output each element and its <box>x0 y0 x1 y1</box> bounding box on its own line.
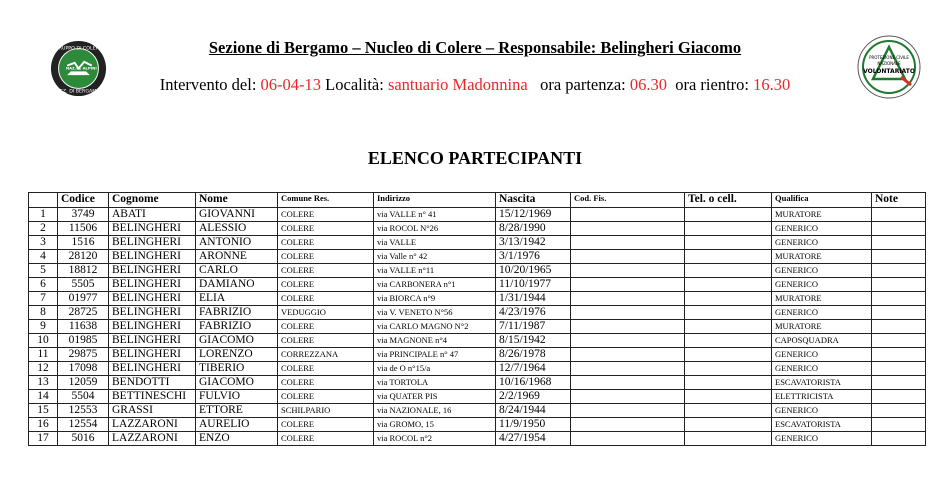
cell-codice: 11638 <box>58 320 109 334</box>
cell-codice: 5504 <box>58 390 109 404</box>
cell-tel <box>685 306 772 320</box>
cell-codice: 12554 <box>58 418 109 432</box>
cell-cognome: BELINGHERI <box>109 334 196 348</box>
cell-codfis <box>571 432 685 446</box>
cell-nome: ANTONIO <box>196 236 278 250</box>
cell-tel <box>685 404 772 418</box>
cell-codfis <box>571 222 685 236</box>
cell-qualifica: GENERICO <box>772 306 872 320</box>
cell-nascita: 10/20/1965 <box>496 264 571 278</box>
rientro-label: ora rientro: <box>666 75 754 94</box>
col-header-note: Note <box>872 193 926 208</box>
localita-value: santuario Madonnina <box>387 75 528 94</box>
participants-table <box>28 192 926 446</box>
cell-codice: 18812 <box>58 264 109 278</box>
cell-nome: LORENZO <box>196 348 278 362</box>
cell-tel <box>685 362 772 376</box>
cell-codice: 1516 <box>58 236 109 250</box>
cell-comune: COLERE <box>278 236 374 250</box>
cell-nome: ELIA <box>196 292 278 306</box>
cell-codfis <box>571 320 685 334</box>
cell-indirizzo: via NAZIONALE, 16 <box>374 404 496 418</box>
cell-nome: GIACOMO <box>196 376 278 390</box>
cell-codfis <box>571 348 685 362</box>
cell-tel <box>685 278 772 292</box>
cell-qualifica: GENERICO <box>772 236 872 250</box>
cell-indirizzo: via MAGNONE n°4 <box>374 334 496 348</box>
cell-cognome: BELINGHERI <box>109 236 196 250</box>
cell-indirizzo: via ROCOL N°26 <box>374 222 496 236</box>
cell-note <box>872 376 926 390</box>
cell-cognome: BELINGHERI <box>109 278 196 292</box>
cell-comune: COLERE <box>278 292 374 306</box>
cell-index: 1 <box>29 208 58 222</box>
cell-note <box>872 334 926 348</box>
table-row <box>29 250 926 264</box>
cell-comune: CORREZZANA <box>278 348 374 362</box>
cell-index: 12 <box>29 362 58 376</box>
intervento-date: 06-04-13 <box>260 75 322 94</box>
cell-codfis <box>571 404 685 418</box>
cell-nome: DAMIANO <box>196 278 278 292</box>
col-header-qualifica: Qualifica <box>772 193 872 208</box>
cell-tel <box>685 236 772 250</box>
cell-indirizzo: via VALLE n°11 <box>374 264 496 278</box>
table-row <box>29 292 926 306</box>
cell-cognome: BENDOTTI <box>109 376 196 390</box>
logo-right-text-top: PROTEZIONE CIVILE <box>869 55 909 60</box>
cell-note <box>872 418 926 432</box>
table-row <box>29 278 926 292</box>
cell-cognome: BETTINESCHI <box>109 390 196 404</box>
cell-comune: COLERE <box>278 334 374 348</box>
list-title: ELENCO PARTECIPANTI <box>367 148 583 168</box>
cell-tel <box>685 292 772 306</box>
cell-codice: 01985 <box>58 334 109 348</box>
cell-note <box>872 250 926 264</box>
cell-codfis <box>571 334 685 348</box>
cell-nome: FULVIO <box>196 390 278 404</box>
cell-indirizzo: via GROMO, 15 <box>374 418 496 432</box>
cell-codfis <box>571 208 685 222</box>
cell-comune: COLERE <box>278 418 374 432</box>
cell-index: 11 <box>29 348 58 362</box>
table-row <box>29 348 926 362</box>
cell-note <box>872 390 926 404</box>
cell-qualifica: MURATORE <box>772 208 872 222</box>
cell-comune: COLERE <box>278 362 374 376</box>
cell-nome: ARONNE <box>196 250 278 264</box>
cell-tel <box>685 320 772 334</box>
cell-codfis <box>571 250 685 264</box>
table-row <box>29 236 926 250</box>
rientro-value: 16.30 <box>753 75 791 94</box>
cell-nome: CARLO <box>196 264 278 278</box>
cell-qualifica: GENERICO <box>772 348 872 362</box>
cell-qualifica: GENERICO <box>772 264 872 278</box>
partenza-label: ora partenza: <box>527 75 630 94</box>
cell-nascita: 1/31/1944 <box>496 292 571 306</box>
cell-tel <box>685 432 772 446</box>
col-header-codfis: Cod. Fis. <box>571 193 685 208</box>
cell-nascita: 10/16/1968 <box>496 376 571 390</box>
cell-index: 15 <box>29 404 58 418</box>
cell-cognome: BELINGHERI <box>109 250 196 264</box>
cell-cognome: LAZZARONI <box>109 418 196 432</box>
col-header-tel: Tel. o cell. <box>685 193 772 208</box>
logo-right-text-mid: NAZIONALE <box>877 61 901 66</box>
cell-nascita: 12/7/1964 <box>496 362 571 376</box>
cell-note <box>872 292 926 306</box>
cell-cognome: BELINGHERI <box>109 292 196 306</box>
table-row <box>29 376 926 390</box>
table-row <box>29 208 926 222</box>
cell-codice: 3749 <box>58 208 109 222</box>
cell-tel <box>685 334 772 348</box>
logo-right-text-bottom: VOLONTARIATO <box>863 68 915 75</box>
table-row <box>29 222 926 236</box>
logo-left-text-bottom: SEZ. DI BERGAMO <box>56 89 101 95</box>
cell-comune: COLERE <box>278 320 374 334</box>
cell-nascita: 11/9/1950 <box>496 418 571 432</box>
cell-codice: 17098 <box>58 362 109 376</box>
cell-codfis <box>571 264 685 278</box>
intervento-line <box>0 75 950 95</box>
cell-nome: ENZO <box>196 432 278 446</box>
cell-qualifica: ESCAVATORISTA <box>772 418 872 432</box>
cell-indirizzo: via V. VENETO N°56 <box>374 306 496 320</box>
cell-nascita: 15/12/1969 <box>496 208 571 222</box>
cell-cognome: BELINGHERI <box>109 320 196 334</box>
cell-indirizzo: via de O n°15/a <box>374 362 496 376</box>
cell-index: 13 <box>29 376 58 390</box>
cell-qualifica: GENERICO <box>772 362 872 376</box>
table-header-row <box>29 193 926 208</box>
cell-index: 9 <box>29 320 58 334</box>
cell-codice: 12059 <box>58 376 109 390</box>
cell-nome: GIOVANNI <box>196 208 278 222</box>
cell-note <box>872 208 926 222</box>
cell-indirizzo: via PRINCIPALE n° 47 <box>374 348 496 362</box>
cell-tel <box>685 418 772 432</box>
cell-tel <box>685 390 772 404</box>
cell-tel <box>685 348 772 362</box>
cell-qualifica: ELETTRICISTA <box>772 390 872 404</box>
cell-codfis <box>571 362 685 376</box>
intervento-label: Intervento del: <box>159 75 261 94</box>
table-row <box>29 404 926 418</box>
table-row <box>29 432 926 446</box>
cell-qualifica: MURATORE <box>772 320 872 334</box>
cell-note <box>872 306 926 320</box>
cell-tel <box>685 250 772 264</box>
section-heading: Sezione di Bergamo – Nucleo di Colere – Responsabile: Belingheri Giacomo <box>208 38 742 57</box>
cell-codfis <box>571 292 685 306</box>
cell-index: 3 <box>29 236 58 250</box>
cell-comune: VEDUGGIO <box>278 306 374 320</box>
cell-codice: 28725 <box>58 306 109 320</box>
cell-nascita: 7/11/1987 <box>496 320 571 334</box>
cell-nascita: 11/10/1977 <box>496 278 571 292</box>
cell-nascita: 3/13/1942 <box>496 236 571 250</box>
cell-note <box>872 404 926 418</box>
cell-codice: 12553 <box>58 404 109 418</box>
cell-note <box>872 320 926 334</box>
table-row <box>29 320 926 334</box>
cell-note <box>872 236 926 250</box>
cell-nascita: 4/27/1954 <box>496 432 571 446</box>
cell-note <box>872 222 926 236</box>
cell-nascita: 3/1/1976 <box>496 250 571 264</box>
cell-codice: 28120 <box>58 250 109 264</box>
cell-codfis <box>571 376 685 390</box>
cell-cognome: BELINGHERI <box>109 306 196 320</box>
cell-qualifica: GENERICO <box>772 404 872 418</box>
cell-note <box>872 278 926 292</box>
table-row <box>29 390 926 404</box>
cell-nome: ALESSIO <box>196 222 278 236</box>
cell-comune: COLERE <box>278 376 374 390</box>
cell-nome: GIACOMO <box>196 334 278 348</box>
col-header-indirizzo: Indirizzo <box>374 193 496 208</box>
cell-index: 4 <box>29 250 58 264</box>
cell-index: 2 <box>29 222 58 236</box>
table-row <box>29 306 926 320</box>
cell-cognome: BELINGHERI <box>109 362 196 376</box>
partenza-value: 06.30 <box>629 75 667 94</box>
cell-index: 6 <box>29 278 58 292</box>
cell-note <box>872 348 926 362</box>
cell-nome: FABRIZIO <box>196 306 278 320</box>
cell-note <box>872 362 926 376</box>
cell-comune: COLERE <box>278 390 374 404</box>
cell-index: 16 <box>29 418 58 432</box>
cell-tel <box>685 208 772 222</box>
cell-indirizzo: via ROCOL n°2 <box>374 432 496 446</box>
cell-nome: FABRIZIO <box>196 320 278 334</box>
cell-indirizzo: via VALLE <box>374 236 496 250</box>
table-row <box>29 264 926 278</box>
cell-cognome: GRASSI <box>109 404 196 418</box>
col-header-nome: Nome <box>196 193 278 208</box>
col-header-index <box>29 193 58 208</box>
logo-left-text-top: GRUPPO DI COLERE <box>54 46 103 52</box>
logo-left-text-mid: NAZ.LE ALPINI <box>65 65 97 71</box>
cell-index: 10 <box>29 334 58 348</box>
cell-indirizzo: via CARLO MAGNO N°2 <box>374 320 496 334</box>
cell-nome: ETTORE <box>196 404 278 418</box>
cell-codfis <box>571 390 685 404</box>
cell-nascita: 8/24/1944 <box>496 404 571 418</box>
cell-codfis <box>571 418 685 432</box>
table-row <box>29 362 926 376</box>
cell-codice: 29875 <box>58 348 109 362</box>
cell-codice: 5016 <box>58 432 109 446</box>
cell-comune: COLERE <box>278 278 374 292</box>
table-row <box>29 418 926 432</box>
col-header-cognome: Cognome <box>109 193 196 208</box>
cell-nascita: 4/23/1976 <box>496 306 571 320</box>
cell-comune: COLERE <box>278 208 374 222</box>
cell-indirizzo: via CARBONERA n°1 <box>374 278 496 292</box>
col-header-codice: Codice <box>58 193 109 208</box>
cell-qualifica: GENERICO <box>772 278 872 292</box>
cell-codice: 5505 <box>58 278 109 292</box>
cell-qualifica: CAPOSQUADRA <box>772 334 872 348</box>
localita-label: Località: <box>321 75 388 94</box>
cell-qualifica: GENERICO <box>772 432 872 446</box>
cell-indirizzo: via Valle n° 42 <box>374 250 496 264</box>
cell-tel <box>685 376 772 390</box>
cell-note <box>872 432 926 446</box>
cell-cognome: LAZZARONI <box>109 432 196 446</box>
cell-nome: AURELIO <box>196 418 278 432</box>
cell-tel <box>685 222 772 236</box>
cell-comune: SCHILPARIO <box>278 404 374 418</box>
cell-nome: TIBERIO <box>196 362 278 376</box>
cell-qualifica: MURATORE <box>772 292 872 306</box>
cell-codice: 01977 <box>58 292 109 306</box>
cell-indirizzo: via QUATER PIS <box>374 390 496 404</box>
cell-nascita: 8/28/1990 <box>496 222 571 236</box>
cell-cognome: BELINGHERI <box>109 348 196 362</box>
col-header-comune: Comune Res. <box>278 193 374 208</box>
cell-cognome: ABATI <box>109 208 196 222</box>
cell-index: 8 <box>29 306 58 320</box>
cell-indirizzo: via VALLE n° 41 <box>374 208 496 222</box>
cell-cognome: BELINGHERI <box>109 222 196 236</box>
cell-cognome: BELINGHERI <box>109 264 196 278</box>
cell-comune: COLERE <box>278 250 374 264</box>
cell-note <box>872 264 926 278</box>
cell-index: 14 <box>29 390 58 404</box>
col-header-nascita: Nascita <box>496 193 571 208</box>
cell-nascita: 8/26/1978 <box>496 348 571 362</box>
cell-index: 5 <box>29 264 58 278</box>
cell-codfis <box>571 306 685 320</box>
cell-comune: COLERE <box>278 432 374 446</box>
cell-index: 7 <box>29 292 58 306</box>
table-row <box>29 334 926 348</box>
cell-nascita: 8/15/1942 <box>496 334 571 348</box>
cell-qualifica: GENERICO <box>772 222 872 236</box>
cell-comune: COLERE <box>278 264 374 278</box>
cell-codfis <box>571 278 685 292</box>
cell-nascita: 2/2/1969 <box>496 390 571 404</box>
cell-qualifica: ESCAVATORISTA <box>772 376 872 390</box>
cell-tel <box>685 264 772 278</box>
cell-qualifica: MURATORE <box>772 250 872 264</box>
cell-index: 17 <box>29 432 58 446</box>
cell-indirizzo: via BIORCA n°9 <box>374 292 496 306</box>
cell-codfis <box>571 236 685 250</box>
cell-comune: COLERE <box>278 222 374 236</box>
cell-codice: 11506 <box>58 222 109 236</box>
cell-indirizzo: via TORTOLA <box>374 376 496 390</box>
